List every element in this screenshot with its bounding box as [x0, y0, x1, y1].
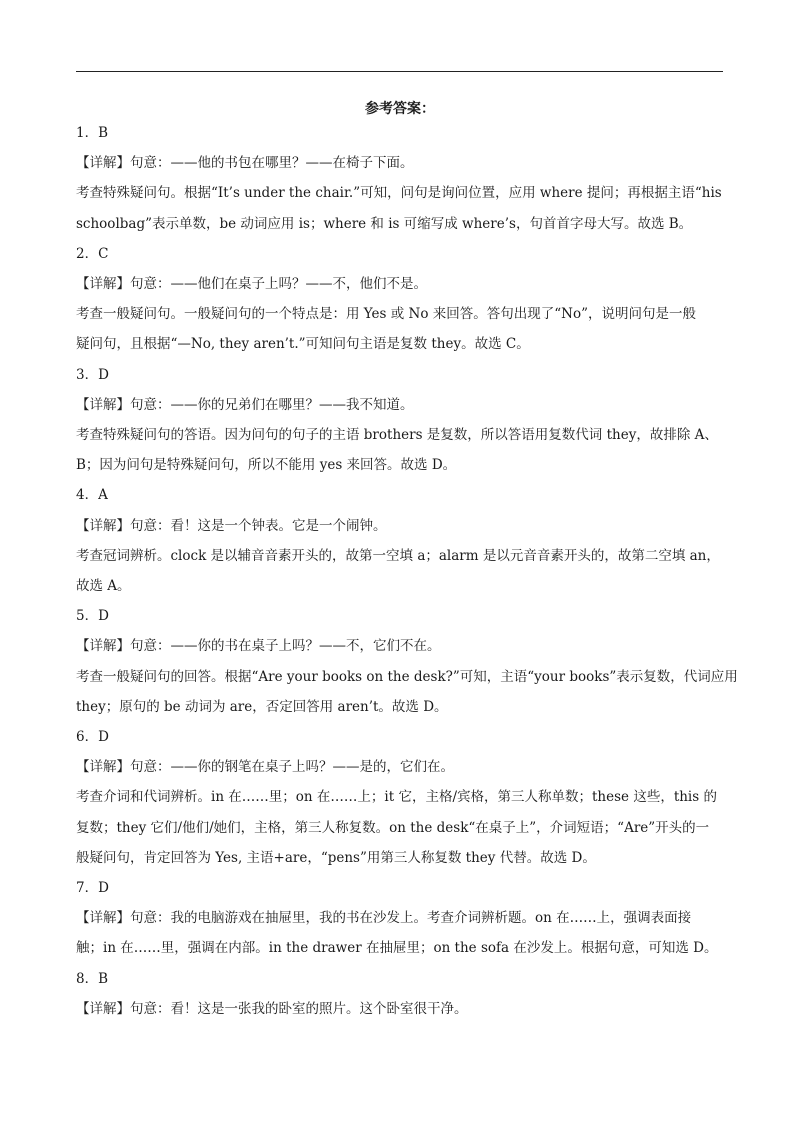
answer-translation: 【详解】句意：——你的书在桌子上吗？——不，它们不在。	[76, 638, 441, 655]
answer-number: 2．C	[76, 245, 109, 262]
answer-analysis-line: 考查介词和代词辨析。in 在……里；on 在……上；it 它，主格/宾格，第三人称单数；these 这些，this 的	[76, 789, 717, 806]
answer-analysis-line: schoolbag”表示单数，be 动词应用 is；where 和 is 可缩写成 where’s，句首首字母大写。故选 B。	[76, 215, 693, 232]
answer-analysis-line: 【详解】句意：我的电脑游戏在抽屉里，我的书在沙发上。考查介词辨析题。on 在……上，强调表面接	[76, 910, 692, 927]
answer-analysis-line: 考查冠词辨析。clock 是以辅音音素开头的，故第一空填 a；alarm 是以元音音素开头的，故第二空填 an，	[76, 547, 720, 564]
answer-analysis-line: they；原句的 be 动词为 are，否定回答用 aren’t。故选 D。	[76, 698, 448, 715]
answer-analysis-line: 触；in 在……里，强调在内部。in the drawer 在抽屉里；on the sofa 在沙发上。根据句意，可知选 D。	[76, 940, 718, 957]
answer-number: 4．A	[76, 487, 108, 504]
answer-number: 1．B	[76, 125, 109, 141]
answer-analysis-line: 考查一般疑问句。一般疑问句的一个特点是：用 Yes 或 No 来回答。答句出现了“No”，说明问句是一般	[76, 306, 697, 323]
answer-number: 7．D	[76, 880, 109, 897]
answer-analysis-line: 复数；they 它们/他们/她们，主格，第三人称复数。on the desk“在桌子上”，介词短语；“Are”开头的一	[76, 819, 710, 836]
answer-number: 5．D	[76, 608, 109, 625]
answer-analysis-line: 疑问句，且根据“—No, they aren’t.”可知问句主语是复数 they。故选 C。	[76, 336, 530, 353]
answer-list	[76, 118, 738, 1024]
answer-analysis-line: 故选 A。	[76, 578, 131, 595]
header-rule	[76, 71, 723, 72]
answer-translation: 【详解】句意：——你的兄弟们在哪里？——我不知道。	[76, 396, 414, 413]
answer-analysis-line: B；因为问句是特殊疑问句，所以不能用 yes 来回答。故选 D。	[76, 457, 457, 474]
answer-translation: 【详解】句意：——你的钢笔在桌子上吗？——是的，它们在。	[76, 759, 454, 776]
answer-translation: 【详解】句意：——他们在桌子上吗？——不，他们不是。	[76, 276, 427, 293]
answer-translation: 【详解】句意：——他的书包在哪里？——在椅子下面。	[76, 155, 414, 172]
answer-number: 3．D	[76, 366, 109, 383]
page-title: 参考答案：	[365, 101, 435, 117]
answer-analysis-line: 般疑问句，肯定回答为 Yes, 主语+are，“pens”用第三人称复数 they 代替。故选 D。	[76, 849, 596, 866]
answer-translation: 【详解】句意：看！这是一个钟表。它是一个闹钟。	[76, 517, 387, 534]
answer-number: 8．B	[76, 970, 109, 987]
answer-translation: 【详解】句意：看！这是一张我的卧室的照片。这个卧室很干净。	[76, 1000, 468, 1017]
answer-number: 6．D	[76, 729, 109, 746]
answer-analysis-line: 考查特殊疑问句。根据“It’s under the chair.”可知，问句是询问位置，应用 where 提问；再根据主语“his	[76, 185, 722, 202]
answer-analysis-line: 考查一般疑问句的回答。根据“Are your books on the desk?”可知，主语“your books”表示复数，代词应用	[76, 668, 738, 685]
answer-analysis-line: 考查特殊疑问句的答语。因为问句的句子的主语 brothers 是复数，所以答语用复数代词 they，故排除 A、	[76, 427, 718, 444]
